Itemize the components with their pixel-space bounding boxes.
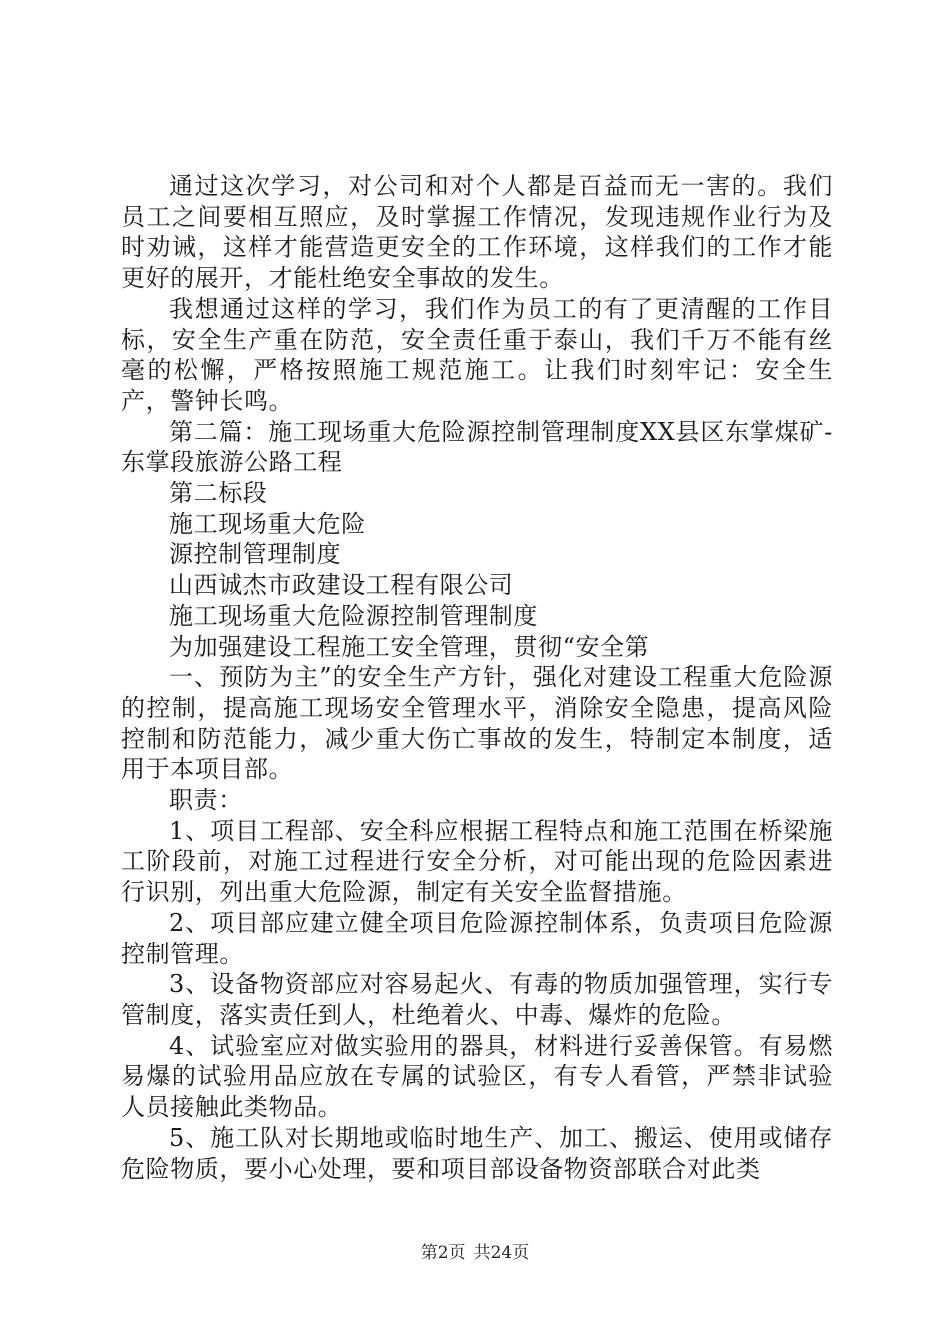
paragraph: 2、项目部应建立健全项目危险源控制体系，负责项目危险源控制管理。 bbox=[121, 908, 833, 968]
paragraph: 一、预防为主”的安全生产方针，强化对建设工程重大危险源的控制，提高施工现场安全管理水平，消除安全隐患，提高风险控制和防范能力，减少重大伤亡事故的发生，特制定本制度，适用于本项目部。 bbox=[121, 663, 833, 784]
paragraph: 我想通过这样的学习，我们作为员工的有了更清醒的工作目标，安全生产重在防范，安全责任重于泰山，我们千万不能有丝毫的松懈，严格按照施工规范施工。让我们时刻牢记：安全生产，警钟长鸣。 bbox=[121, 294, 833, 415]
paragraph: 施工现场重大危险源控制管理制度 bbox=[169, 601, 538, 630]
paragraph: 4、试验室应对做实验用的器具，材料进行妥善保管。有易燃易爆的试验用品应放在专属的试验区，有专人看管，严禁非试验人员接触此类物品。 bbox=[121, 1031, 833, 1122]
paragraph: 第二标段 bbox=[169, 479, 268, 508]
document-body bbox=[121, 171, 833, 1184]
paragraph: 为加强建设工程施工安全管理，贯彻“安全第 bbox=[169, 632, 650, 661]
page-number: 第2页 bbox=[420, 1243, 466, 1263]
paragraph: 通过这次学习，对公司和对个人都是百益而无一害的。我们员工之间要相互照应，及时掌握工作情况，发现违规作业行为及时劝诫，这样才能营造更安全的工作环境，这样我们的工作才能更好的展开，才能杜绝安全事故的发生。 bbox=[121, 172, 833, 293]
paragraph: 山西诚杰市政建设工程有限公司 bbox=[169, 571, 514, 600]
section-heading: 第二篇：施工现场重大危险源控制管理制度XX县区东掌煤矿-东掌段旅游公路工程 bbox=[121, 417, 833, 477]
paragraph: 职责： bbox=[169, 786, 243, 815]
paragraph: 施工现场重大危险 bbox=[169, 509, 366, 538]
paragraph: 3、设备物资部应对容易起火、有毒的物质加强管理，实行专管制度，落实责任到人，杜绝着火、中毒、爆炸的危险。 bbox=[121, 970, 833, 1029]
paragraph: 源控制管理制度 bbox=[169, 540, 342, 569]
page-footer bbox=[0, 1243, 950, 1263]
paragraph: 1、项目工程部、安全科应根据工程特点和施工范围在桥梁施工阶段前，对施工过程进行安全分析，对可能出现的危险因素进行识别，列出重大危险源，制定有关安全监督措施。 bbox=[121, 816, 833, 907]
page-total: 共24页 bbox=[473, 1243, 530, 1263]
paragraph: 5、施工队对长期地或临时地生产、加工、搬运、使用或储存危险物质，要小心处理，要和项目部设备物资部联合对此类 bbox=[121, 1123, 833, 1183]
